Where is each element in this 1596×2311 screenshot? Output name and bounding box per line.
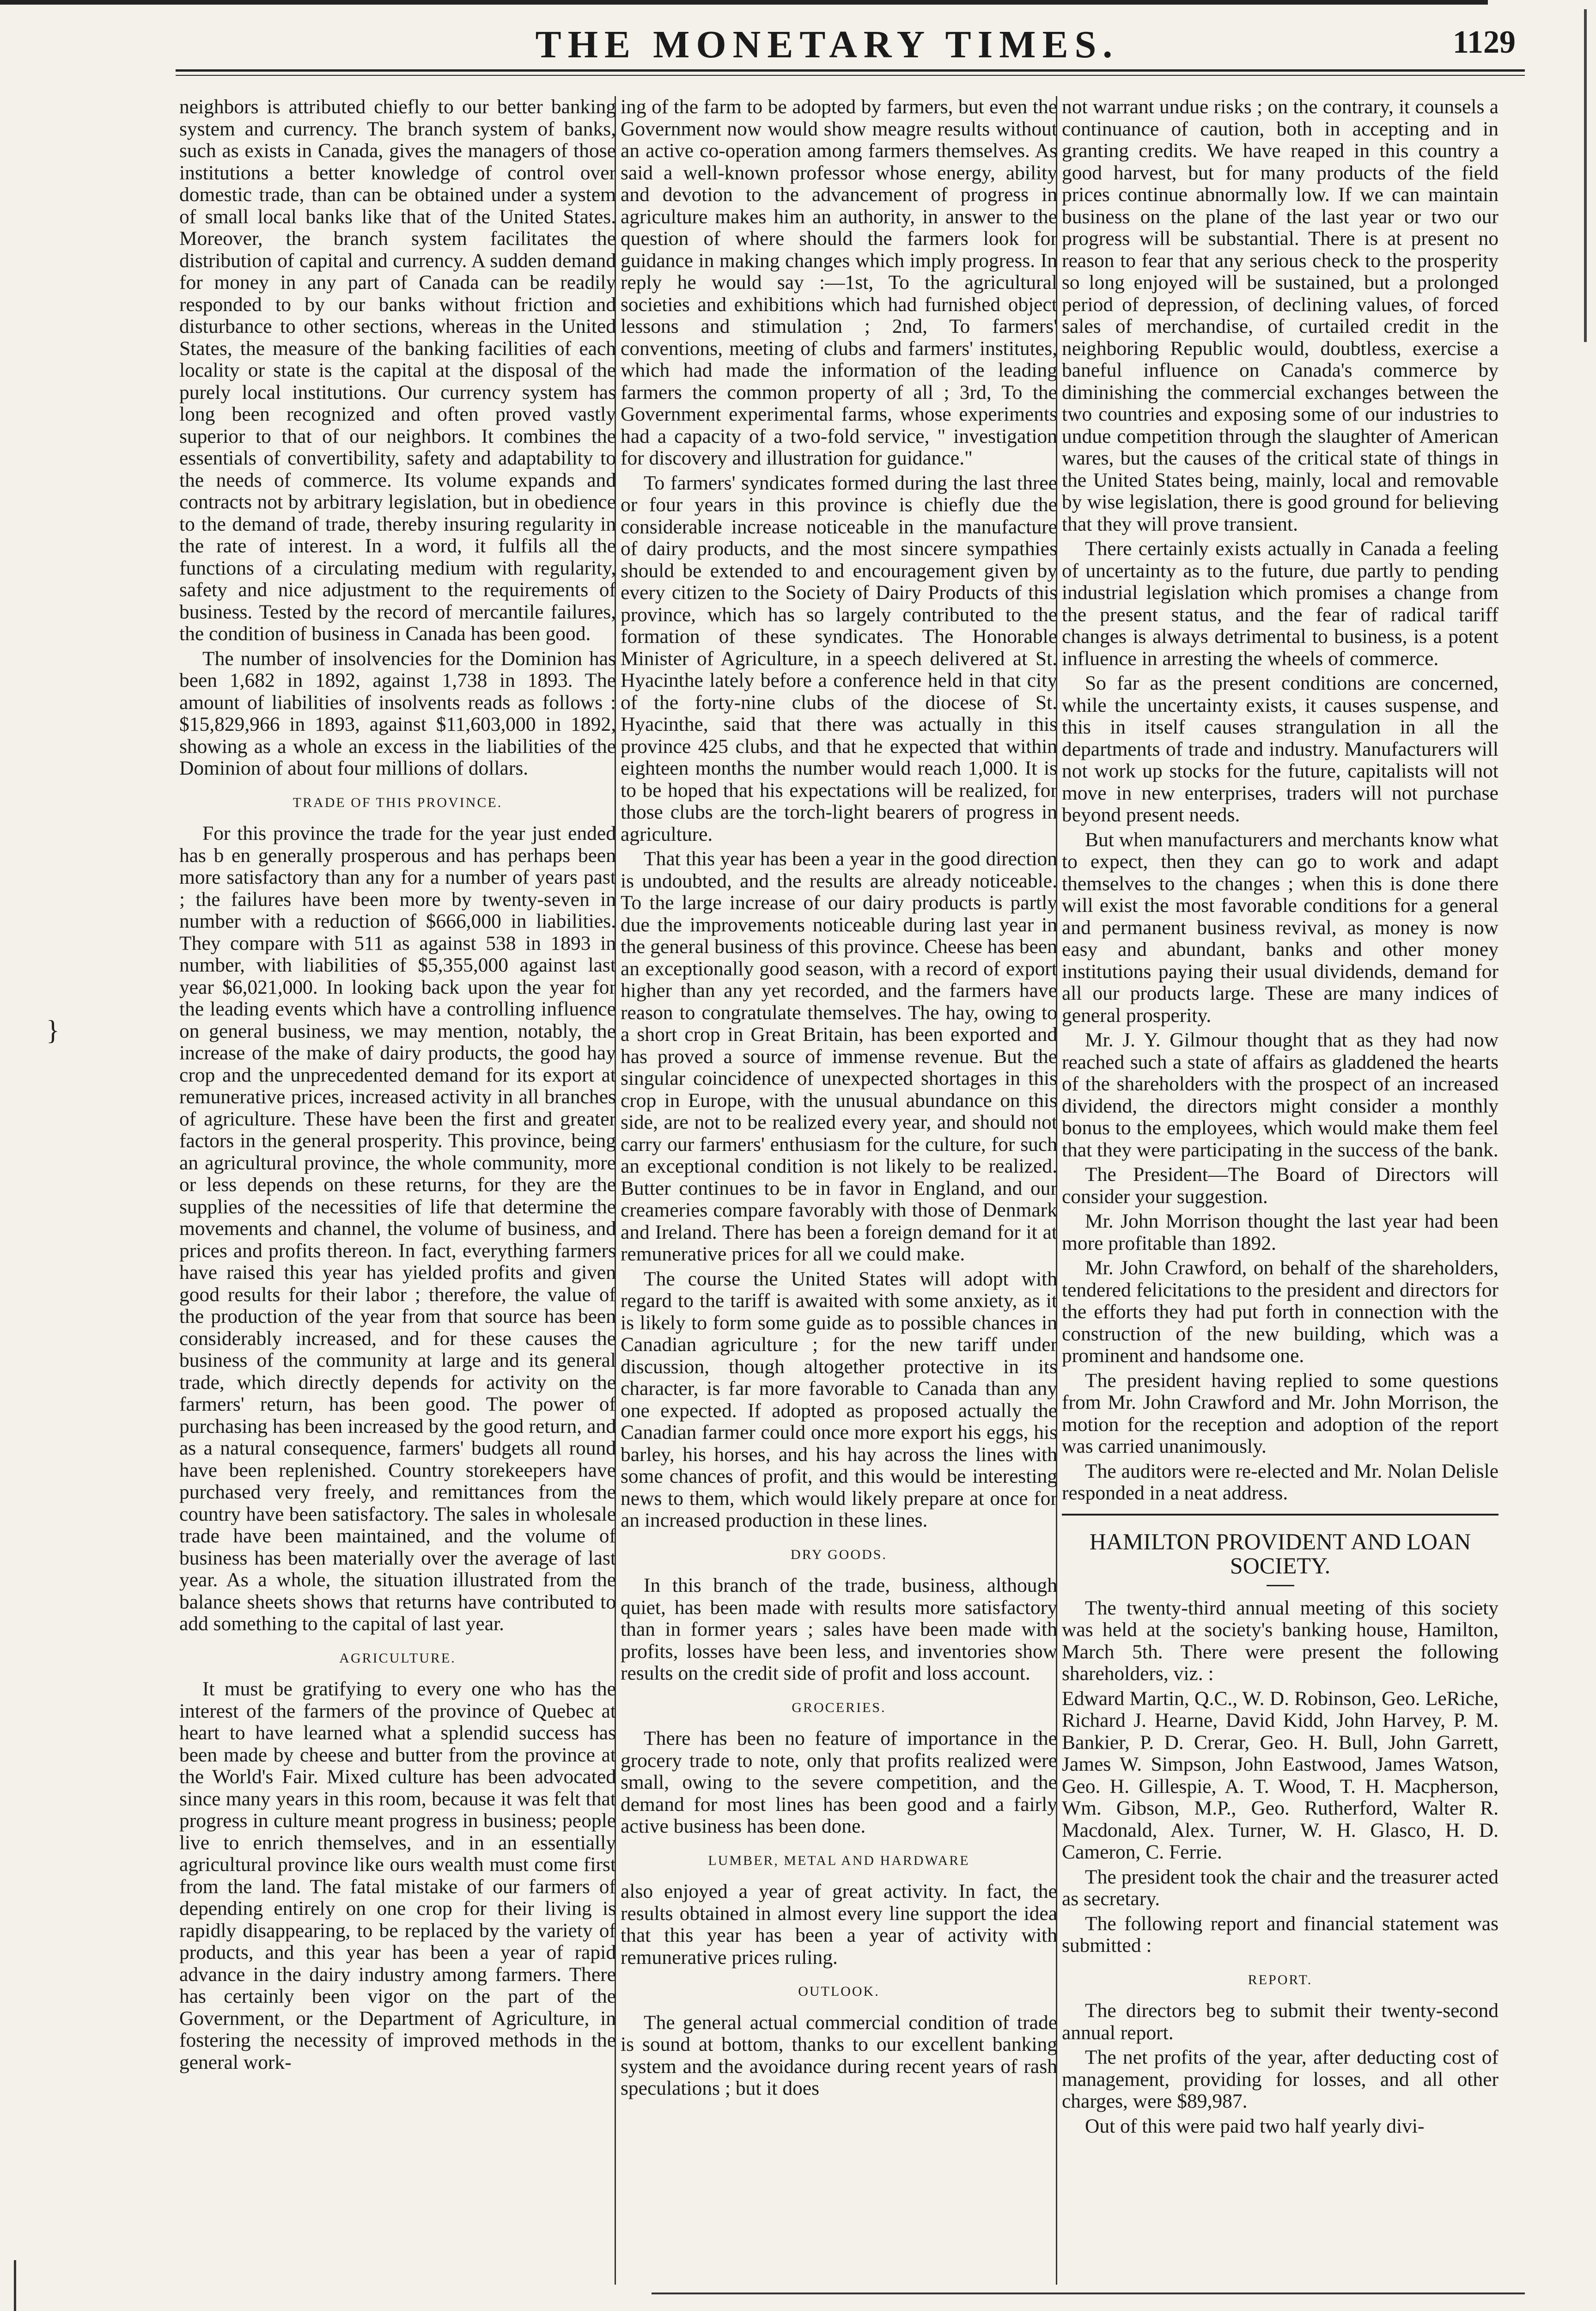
article-separator-rule (1062, 1514, 1499, 1516)
paragraph: The general actual commercial condition of trade is sound at bottom, thanks to our excellent banking system and the avoidance during recent years of rash speculations ; but it does (621, 2011, 1057, 2099)
section-heading-groceries: GROCERIES. (792, 1700, 886, 1715)
paragraph: ing of the farm to be adopted by farmers, but even the Government now would show meagre results without an active co-operation among farmers themselves. As said a well-known professor whose energy, ability and devotion to the advancement of progress in agriculture makes him an authority, in answer to the question of where should the farmers look for guidance in making changes which imply progress. In reply he would say :—1st, To the agricultural societies and exhibitions which had furnished object lessons and stimulation ; 2nd, To farmers' conventions, meeting of clubs and farmers' institutes, which had made the information of the leading farmers the common property of all ; 3rd, To the Government experimental farms, whose experiments had a capacity of a two-fold service, " investigation for discovery and illustration for guidance." (621, 96, 1057, 469)
header-rule-top (176, 69, 1525, 72)
paragraph: That this year has been a year in the good direction is undoubted, and the results are already noticeable. To the large increase of our dairy products is partly due the improvements noticeable during last year in the general business of this province. Cheese has been an exceptionally good season, with a record of export higher than any yet recorded, and the farmers have reason to congratulate themselves. The hay, owing to a short crop in Great Britain, has been exported and has proved a source of immense revenue. But the singular coincidence of unexpected shortages in this crop in Europe, with the unusual abundance on this side, are not to be realized every year, and should not carry our farmers' enthusiasm for the culture, for such an exceptional condition is not likely to be realized. Butter continues to be in favor in England, and our creameries compare favorably with those of Denmark and Ireland. There has been a foreign demand for it at remunerative prices for all we could make. (621, 848, 1057, 1265)
paragraph: The course the United States will adopt with regard to the tariff is awaited with some anxiety, as it is likely to form some guide as to possible chances in Canadian agriculture ; for the new tariff under discussion, though altogether protective in its character, is far more favorable to Canada than any one expected. If adopted as proposed actually the Canadian farmer could once more export his eggs, his barley, his horses, and his hay across the lines with some chances of profit, and this would be interesting news to them, which would likely prepare at once for an increased production in these lines. (621, 1267, 1057, 1531)
article-heading-hamilton: HAMILTON PROVIDENT AND LOAN SOCIETY. (1089, 1528, 1471, 1578)
publication-title: THE MONETARY TIMES. (535, 23, 1119, 66)
page-top-rule (0, 0, 1488, 5)
paragraph: But when manufacturers and merchants know what to expect, then they can go to work and adapt themselves to the changes ; when this is done there will exist the most favorable conditions for a general and permanent business revival, as money is now easy and abundant, banks and other money institutions paying their usual dividends, demand for all our products large. These are many indices of general prosperity. (1062, 828, 1499, 1027)
bottom-rule (652, 2293, 1525, 2294)
header-rule-bottom (176, 75, 1525, 76)
paragraph: Mr. J. Y. Gilmour thought that as they had now reached such a state of affairs as gladdened the hearts of the shareholders with the prospect of an increased dividend, the directors might consider a monthly bonus to the employees, which would make them feel that they were participating in the success of the bank. (1062, 1029, 1499, 1161)
paragraph: The President—The Board of Directors will consider your suggestion. (1062, 1163, 1499, 1208)
page-number: 1129 (1452, 24, 1516, 60)
paragraph: The president having replied to some questions from Mr. John Crawford and Mr. John Morrison, the motion for the reception and adoption of the report was carried unanimously. (1062, 1369, 1499, 1457)
column-1 (179, 96, 616, 2282)
paragraph: To farmers' syndicates formed during the last three or four years in this province is chiefly due the considerable increase noticeable in the manufacture of dairy products, and the most sincere sympathies should be extended to and encouragement given by every citizen to the Society of Dairy Products of this province, which has so largely contributed to the formation of these syndicates. The Honorable Minister of Agriculture, in a speech delivered at St. Hyacinthe lately before a conference held in that city of the forty-nine clubs of the diocese of St. Hyacinthe, said that there was actually in this province 425 clubs, and that he expected that within eighteen months the number would reach 1,000. It is to be hoped that his expectations will be realized, for those clubs are the torch-light bearers of progress in agriculture. (621, 471, 1057, 845)
column-3 (1062, 96, 1499, 2282)
paragraph: The directors beg to submit their twenty-second annual report. (1062, 1999, 1499, 2044)
paragraph: In this branch of the trade, business, although quiet, has been made with results more satisfactory than in former years ; sales have been made with profits, losses have been less, and inventories show results on the credit side of profit and loss account. (621, 1574, 1057, 1684)
paragraph: Mr. John Morrison thought the last year had been more profitable than 1892. (1062, 1210, 1499, 1254)
paragraph: The twenty-third annual meeting of this society was held at the society's banking house, Hamilton, March 5th. There were present the following shareholders, viz. : (1062, 1596, 1499, 1685)
right-margin-rule (1584, 9, 1587, 342)
paragraph: The net profits of the year, after deducting cost of management, providing for losses, and all other charges, were $89,987. (1062, 2046, 1499, 2112)
paragraph: neighbors is attributed chiefly to our better banking system and currency. The branch system of banks, such as exists in Canada, gives the managers of those institutions a better knowledge of control over domestic trade, than can be obtained under a system of small local banks like that of the United States. Moreover, the branch system facilitates the distribution of capital and currency. A sudden demand for money in any part of Canada can be readily responded to by our banks without friction and disturbance to other sections, whereas in the United States, the measure of the banking facilities of each locality or state is the capital at the disposal of the purely local institutions. Our currency system has long been recognized and often proved vastly superior to that of our neighbors. It combines the essentials of convertibility, safety and adaptability to the needs of commerce. Its volume expands and contracts not by arbitrary legislation, but in obedience to the demand of trade, thereby insuring regularity in the rate of interest. In a word, it fulfils all the functions of a circulating medium with regularity, safety and nice adjustment to the requirements of business. Tested by the record of mercantile failures, the condition of business in Canada has been good. (179, 96, 616, 645)
paragraph: Out of this were paid two half yearly divi- (1085, 2115, 1425, 2137)
paragraph: So far as the present conditions are concerned, while the uncertainty exists, it causes suspense, and this in itself causes strangulation in all the departments of trade and industry. Manufacturers will not work up stocks for the future, capitalists will not move in new enterprises, traders will not purchase beyond present needs. (1062, 672, 1499, 826)
paragraph: It must be gratifying to every one who has the interest of the farmers of the province of Quebec at heart to have learned what a splendid success has been made by cheese and butter from the province at the World's Fair. Mixed culture has been advocated since many years in this room, because it was felt that progress in culture meant progress in business; people live to enrich themselves, and in an essentially agricultural province like ours wealth must come first from the land. The fatal mistake of our farmers of depending entirely on one crop for their living is rapidly disappearing, to be replaced by the variety of products, and this year has been a year of rapid advance in the dairy industry among farmers. There has certainly been vigor on the part of the Government, or the Department of Agriculture, in fostering the necessity of improved methods in the general work- (179, 1678, 616, 2073)
section-heading-trade: TRADE OF THIS PROVINCE. (292, 795, 503, 810)
corner-bracket-mark (14, 2260, 44, 2311)
paragraph: The auditors were re-elected and Mr. Nolan Delisle responded in a neat address. (1062, 1460, 1499, 1504)
section-heading-dry-goods: DRY GOODS. (791, 1547, 887, 1562)
paragraph: The following report and financial statement was submitted : (1062, 1912, 1499, 1956)
section-heading-agriculture: AGRICULTURE. (339, 1650, 456, 1666)
paragraph: also enjoyed a year of great activity. In fact, the results obtained in almost every line support the idea that this year has been a year of activity with remunerative prices ruling. (621, 1880, 1057, 1969)
paragraph: For this province the trade for the year just ended has b en generally prosperous and has perhaps been more satisfactory than any for a number of years past ; the failures have been more by twenty-seven in number with a reduction of $666,000 in liabilities. They compare with 511 as against 538 in 1893 in number, with liabilities of $5,355,000 against last year $6,021,000. In looking back upon the year for the leading events which have a controlling influence on general business, we may mention, notably, the increase of the make of dairy products, the good hay crop and the unprecedented demand for its export at remunerative prices, increased activity in all branches of agriculture. These have been the first and greater factors in the general prosperity. This province, being an agricultural province, the whole community, more or less depends on these returns, for they are the supplies of the necessities of life that determine the movements and channel, the volume of business, and prices and profits thereon. In fact, everything farmers have raised this year has yielded profits and given good results for their labor ; therefore, the value of the production of the year from that source has been considerably increased, and for these causes the business of the community at large and its general trade, which directly depends for activity on the farmers' return, has been good. The power of purchasing has been increased by the good return, and as a natural consequence, farmers' budgets all round have been replenished. Country storekeepers have purchased very freely, and remittances from the country have been satisfactory. The sales in wholesale trade have been maintained, and the volume of business has been materially over the average of last year. As a whole, the situation illustrated from the balance sheets shows that returns have contributed to add something to the capital of last year. (179, 822, 616, 1635)
paragraph: There certainly exists actually in Canada a feeling of uncertainty as to the future, due partly to pending industrial legislation which promises a change from the present status, and the fear of radical tariff changes is always detrimental to business, is a potent influence in arresting the wheels of commerce. (1062, 538, 1499, 670)
paragraph: Mr. John Crawford, on behalf of the shareholders, tendered felicitations to the president and directors for the efforts they had put forth in connection with the construction of the new building, which was a prominent and handsome one. (1062, 1257, 1499, 1367)
paragraph: The president took the chair and the treasurer acted as secretary. (1062, 1865, 1499, 1910)
paragraph: The number of insolvencies for the Dominion has been 1,682 in 1892, against 1,738 in 1893. The amount of liabilities of insolvents reads as follows : $15,829,966 in 1893, against $11,603,000 in 1892, showing as a whole an excess in the liabilities of the Dominion of about four millions of dollars. (179, 647, 616, 779)
paragraph: not warrant undue risks ; on the contrary, it counsels a continuance of caution, both in accepting and in granting credits. We have reaped in this country a good harvest, but for many products of the field prices continue abnormally low. If we can maintain business on the plane of the last year or two our progress will be substantial. There is at present no reason to fear that any serious check to the prosperity so long enjoyed will be sustained, but a prolonged period of depression, of declining values, of forced sales of merchandise, of curtailed credit in the neighboring Republic would, doubtless, exercise a baneful influence on Canada's commerce by diminishing the commercial exchanges between the two countries and exposing some of our industries to undue competition through the slaughter of American wares, but the causes of the critical state of things in the United States being, mainly, local and removable by wise legislation, there is good ground for believing that they will prove transient. (1062, 96, 1499, 535)
margin-brace: } (46, 1015, 60, 1045)
section-heading-report: REPORT. (1248, 1972, 1313, 1987)
section-heading-lumber: LUMBER, METAL AND HARDWARE (708, 1852, 970, 1868)
heading-dash (1267, 1585, 1294, 1586)
shareholder-list: Edward Martin, Q.C., W. D. Robinson, Geo. LeRiche, Richard J. Hearne, David Kidd, John Harvey, P. M. Bankier, P. D. Crerar, Geo. H. Bull, John Garrett, James W. Simpson, John Eastwood, James Watson, Geo. H. Gillespie, A. T. Wood, T. H. Macpherson, Wm. Gibson, M.P., Geo. Rutherford, Walter R. Macdonald, Alex. Turner, W. H. Glasco, H. D. Cameron, C. Ferrie. (1062, 1687, 1499, 1863)
masthead (139, 14, 1516, 69)
paragraph: There has been no feature of importance in the grocery trade to note, only that profits realized were small, owing to the severe competition, and the demand for most lines has been good and a fairly active business has been done. (621, 1727, 1057, 1837)
column-2 (621, 96, 1057, 2282)
section-heading-outlook: OUTLOOK. (798, 1984, 880, 1999)
